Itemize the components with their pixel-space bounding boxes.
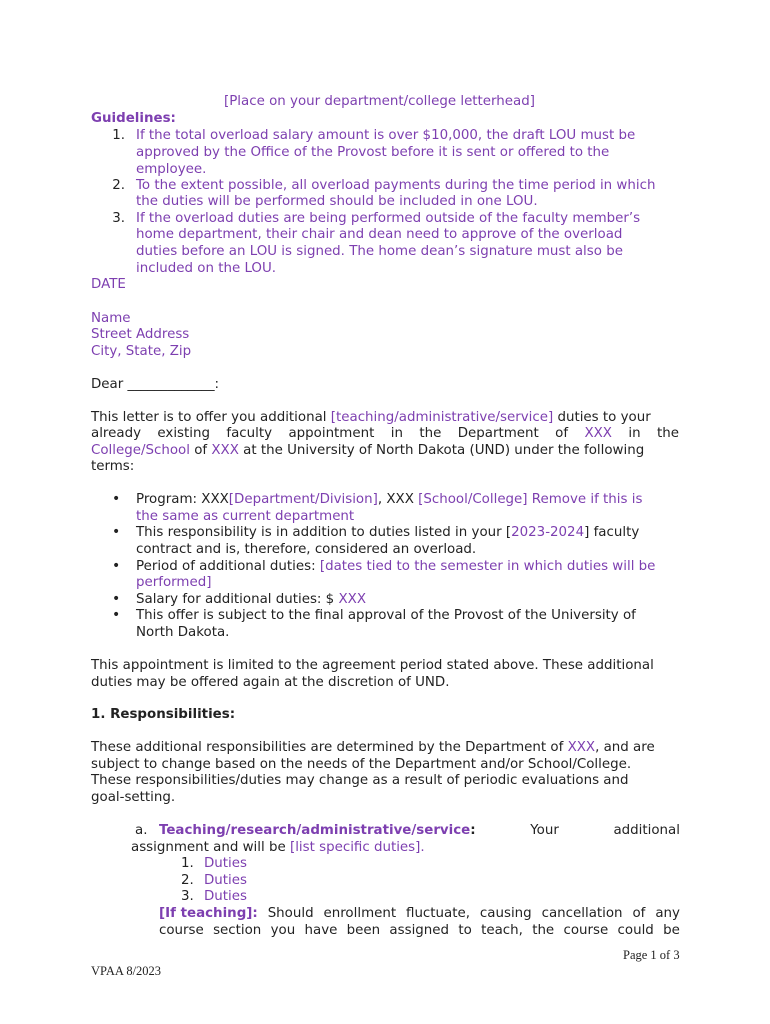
duty-number: 1. — [181, 856, 194, 871]
guideline-3-line: duties before an LOU is signed. The home dean’s signature must also be — [136, 244, 623, 259]
subitem-a-line-1: Teaching/research/administrative/service: Your additional — [159, 823, 680, 838]
recipient-city: City, State, Zip — [91, 344, 192, 359]
duty-item: Duties — [204, 856, 247, 871]
term-approval-cont: North Dakota. — [136, 625, 230, 640]
bullet-icon: • — [112, 607, 121, 623]
subitem-label: a. — [135, 823, 148, 838]
recipient-street: Street Address — [91, 327, 190, 342]
term-responsibility-cont: contract and is, therefore, considered an overload. — [136, 542, 477, 557]
bullet-icon: • — [112, 591, 121, 607]
guideline-1-line: employee. — [136, 162, 207, 177]
responsibilities-line-2: subject to change based on the needs of the Department and/or School/College. — [91, 757, 632, 772]
term-responsibility: This responsibility is in addition to duties listed in your [2023-2024] faculty — [136, 525, 640, 540]
letterhead-placeholder: [Place on your department/college letterhead] — [224, 94, 535, 109]
guideline-2-line: To the extent possible, all overload payments during the time period in which — [136, 178, 656, 193]
period-line-1: This appointment is limited to the agreement period stated above. These additional — [91, 658, 654, 673]
responsibilities-line-1: These additional responsibilities are determined by the Department of XXX, and are — [91, 740, 655, 755]
version-label: VPAA 8/2023 — [91, 964, 162, 978]
guideline-1-line: If the total overload salary amount is over $10,000, the draft LOU must be — [136, 128, 636, 143]
duty-item: Duties — [204, 889, 247, 904]
term-approval: This offer is subject to the final approval of the Provost of the University of — [136, 608, 636, 623]
term-period: Period of additional duties: [dates tied to the semester in which duties will be — [136, 559, 656, 574]
guideline-2-line: the duties will be performed should be included in one LOU. — [136, 194, 538, 209]
intro-line-2: already existing faculty appointment in the Department of XXX in the — [91, 426, 679, 441]
guideline-number: 2. — [112, 178, 125, 193]
bullet-icon: • — [112, 524, 121, 540]
duty-item: Duties — [204, 873, 247, 888]
intro-line-3: College/School of XXX at the University of North Dakota (UND) under the following — [91, 443, 645, 458]
intro-line-4: terms: — [91, 459, 135, 474]
guidelines-title: Guidelines: — [91, 111, 176, 126]
if-teaching-line-1: [If teaching]: Should enrollment fluctuate, causing cancellation of any — [159, 906, 680, 921]
salutation: Dear _____________: — [91, 377, 220, 392]
recipient-name: Name — [91, 311, 131, 326]
guideline-1-line: approved by the Office of the Provost before it is sent or offered to the — [136, 145, 610, 160]
guideline-number: 3. — [112, 211, 125, 226]
term-program: Program: XXX[Department/Division], XXX [School/College] Remove if this is — [136, 492, 643, 507]
date-placeholder: DATE — [91, 277, 126, 292]
duty-number: 3. — [181, 889, 194, 904]
responsibilities-line-4: goal-setting. — [91, 790, 176, 805]
if-teaching-line-2: course section you have been assigned to teach, the course could be — [159, 923, 680, 938]
guideline-3-line: If the overload duties are being performed outside of the faculty member’s — [136, 211, 641, 226]
subitem-a-line-2: assignment and will be [list specific duties]. — [131, 840, 425, 855]
period-line-2: duties may be offered again at the discretion of UND. — [91, 675, 450, 690]
guideline-number: 1. — [112, 128, 125, 143]
intro-line-1: This letter is to offer you additional [teaching/administrative/service] duties to your — [91, 410, 651, 425]
term-salary: Salary for additional duties: $ XXX — [136, 592, 366, 607]
guideline-3-line: included on the LOU. — [136, 261, 277, 276]
responsibilities-line-3: These responsibilities/duties may change as a result of periodic evaluations and — [91, 773, 629, 788]
term-period-cont: performed] — [136, 575, 212, 590]
bullet-icon: • — [112, 491, 121, 507]
page-number: Page 1 of 3 — [623, 948, 680, 962]
term-program-cont: the same as current department — [136, 509, 355, 524]
guideline-3-line: home department, their chair and dean need to approve of the overload — [136, 227, 623, 242]
duty-number: 2. — [181, 873, 194, 888]
bullet-icon: • — [112, 558, 121, 574]
section-heading-responsibilities: 1. Responsibilities: — [91, 707, 236, 722]
